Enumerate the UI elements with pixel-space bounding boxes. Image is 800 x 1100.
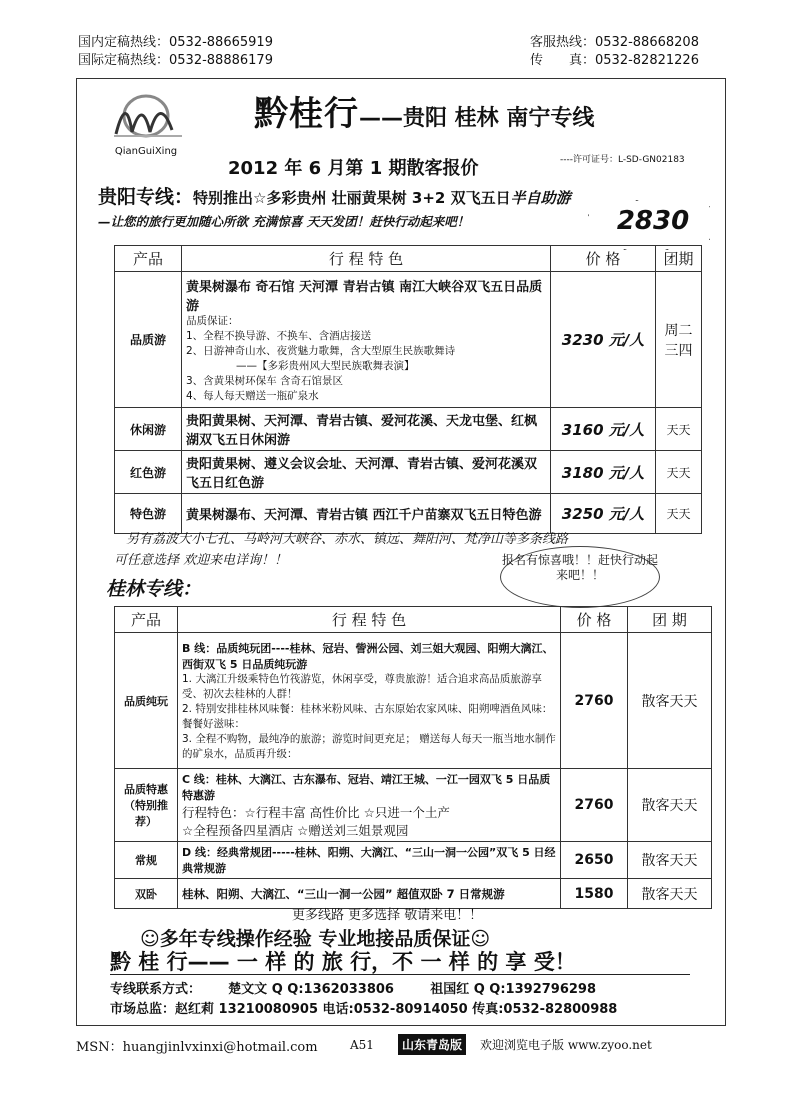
- issue-title: 2012 年 6 月第 1 期散客报价: [228, 158, 479, 179]
- thought-cloud: 报名有惊喜哦！！赶快行动起来吧！！: [500, 546, 660, 608]
- table-row: 品质纯玩 B 线：品质纯玩团----桂林、冠岩、訾洲公园、刘三姐大观园、阳朔大漓江、西街双飞 5 日品质纯玩游 1. 大漓江升级乘特色竹筏游览，休闲享受，尊贵旅游！适合追求高品质旅游享受、初次去桂林的人群！ 2. 特别安排桂林风味餐：桂林米粉风味、古东原始农家风味、阳朔啤酒鱼风味：餐餐好滋味： 3. 全程不购物，最纯净的旅游；游览时间更充足； 赠送每人每天一瓶当地水制作的矿泉水，品质再升级： 2760 散客天天: [115, 633, 712, 769]
- guiyang-more-lines: 另有荔波大小七孔、马岭河大峡谷、赤水、镇远、舞阳河、梵净山等多条线路: [126, 532, 569, 547]
- guilin-table: [114, 606, 712, 909]
- intl-hotline: 国际定稿热线：0532-88886179: [78, 53, 273, 68]
- motto: 黔 桂 行—— 一 样 的 旅 行，不 一 样 的 享 受！: [110, 950, 576, 974]
- director-line: 市场总监：赵红莉 13210080905 电话:0532-80914050 传真:0532-82800988: [110, 1002, 618, 1017]
- header-product: 产品: [115, 607, 178, 633]
- guiyang-promo-line: 贵阳专线：特别推出☆多彩贵州 壮丽黄果树 3+2 双飞五日半自助游: [98, 186, 571, 208]
- table-header-row: [115, 607, 712, 633]
- table-row: 红色游 贵阳黄果树、遵义会议会址、天河潭、青岩古镇、爱河花溪双飞五日红色游 3180 元/人 天天: [115, 451, 702, 494]
- header-price: 价 格: [551, 246, 656, 272]
- header-itinerary: 行 程 特 色: [182, 246, 551, 272]
- header-schedule: 团期: [656, 246, 702, 272]
- table-header-row: [115, 246, 702, 272]
- table-row: 常规 D 线：经典常规团-----桂林、阳朔、大漓江、“三山一洞一公园”双飞 5 日经典常规游 2650 散客天天: [115, 842, 712, 879]
- edition-badge: 山东青岛版: [398, 1034, 466, 1055]
- service-hotline: 客服热线：0532-88668208: [530, 35, 699, 50]
- header-schedule: 团 期: [628, 607, 712, 633]
- header-itinerary: 行 程 特 色: [178, 607, 561, 633]
- motto-divider: [110, 974, 690, 975]
- logo: QianGuiXing: [86, 84, 206, 158]
- msn-contact: MSN：huangjinlvxinxi@hotmail.com: [76, 1040, 318, 1055]
- burst-price: 2830: [616, 206, 690, 236]
- guiyang-more-lines-2: 可任意选择 欢迎来电详询！！: [114, 553, 288, 568]
- guiyang-slogan: —让您的旅行更加随心所欲 充满惊喜 天天发团！赶快行动起来吧！: [98, 214, 470, 229]
- table-row: 双卧 桂林、阳朔、大漓江、“三山一洞一公园” 超值双卧 7 日常规游 1580 散客天天: [115, 879, 712, 909]
- experience-banner: ☺多年专线操作经验 专业地接品质保证☺: [140, 928, 491, 950]
- main-title: 黔桂行——贵阳 桂林 南宁专线: [254, 94, 595, 134]
- contact-line: 专线联系方式： 楚文文 Q Q:1362033806 祖国红 Q Q:1392796298: [110, 982, 597, 997]
- table-row: 品质游 黄果树瀑布 奇石馆 天河潭 青岩古镇 南江大峡谷双飞五日品质游 品质保证： 1、全程不换导游、不换车、含酒店接送 2、日游神奇山水、夜赏魅力歌舞，含大型原生民族歌舞诗 ——【多彩贵州风大型民族歌舞表演】 3、含黄果树环保车 含奇石馆景区 4、每人每天赠送一瓶矿泉水 3230 元/人 周二 三四: [115, 272, 702, 408]
- header-price: 价 格: [561, 607, 628, 633]
- header-product: 产品: [115, 246, 182, 272]
- table-row: 品质特惠（特别推荐） C 线：桂林、大漓江、古东瀑布、冠岩、靖江王城、一江一园双飞 5 日品质特惠游 行程特色：☆行程丰富 高性价比 ☆只进一个土产 ☆全程预备四星酒店 ☆赠送刘三姐景观园 2760 散客天天: [115, 769, 712, 842]
- guilin-more: 更多线路 更多选择 敬请来电！！: [292, 908, 483, 923]
- table-row: 休闲游 贵阳黄果树、天河潭、青岩古镇、爱河花溪、天龙屯堡、红枫湖双飞五日休闲游 3160 元/人 天天: [115, 408, 702, 451]
- page-number: A51: [350, 1038, 374, 1052]
- logo-mark-icon: [86, 84, 206, 142]
- table-row: 特色游 黄果树瀑布、天河潭、青岩古镇 西江千户苗寨双飞五日特色游 3250 元/人 天天: [115, 494, 702, 534]
- fax-line: 传 真：0532-82821226: [530, 53, 699, 68]
- license-number: ----许可证号：L-SD-GN02183: [560, 155, 685, 165]
- guiyang-table: [114, 245, 702, 534]
- welcome-text: 欢迎浏览电子版 www.zyoo.net: [480, 1038, 652, 1052]
- guilin-heading: 桂林专线：: [106, 578, 202, 600]
- domestic-hotline: 国内定稿热线：0532-88665919: [78, 35, 273, 50]
